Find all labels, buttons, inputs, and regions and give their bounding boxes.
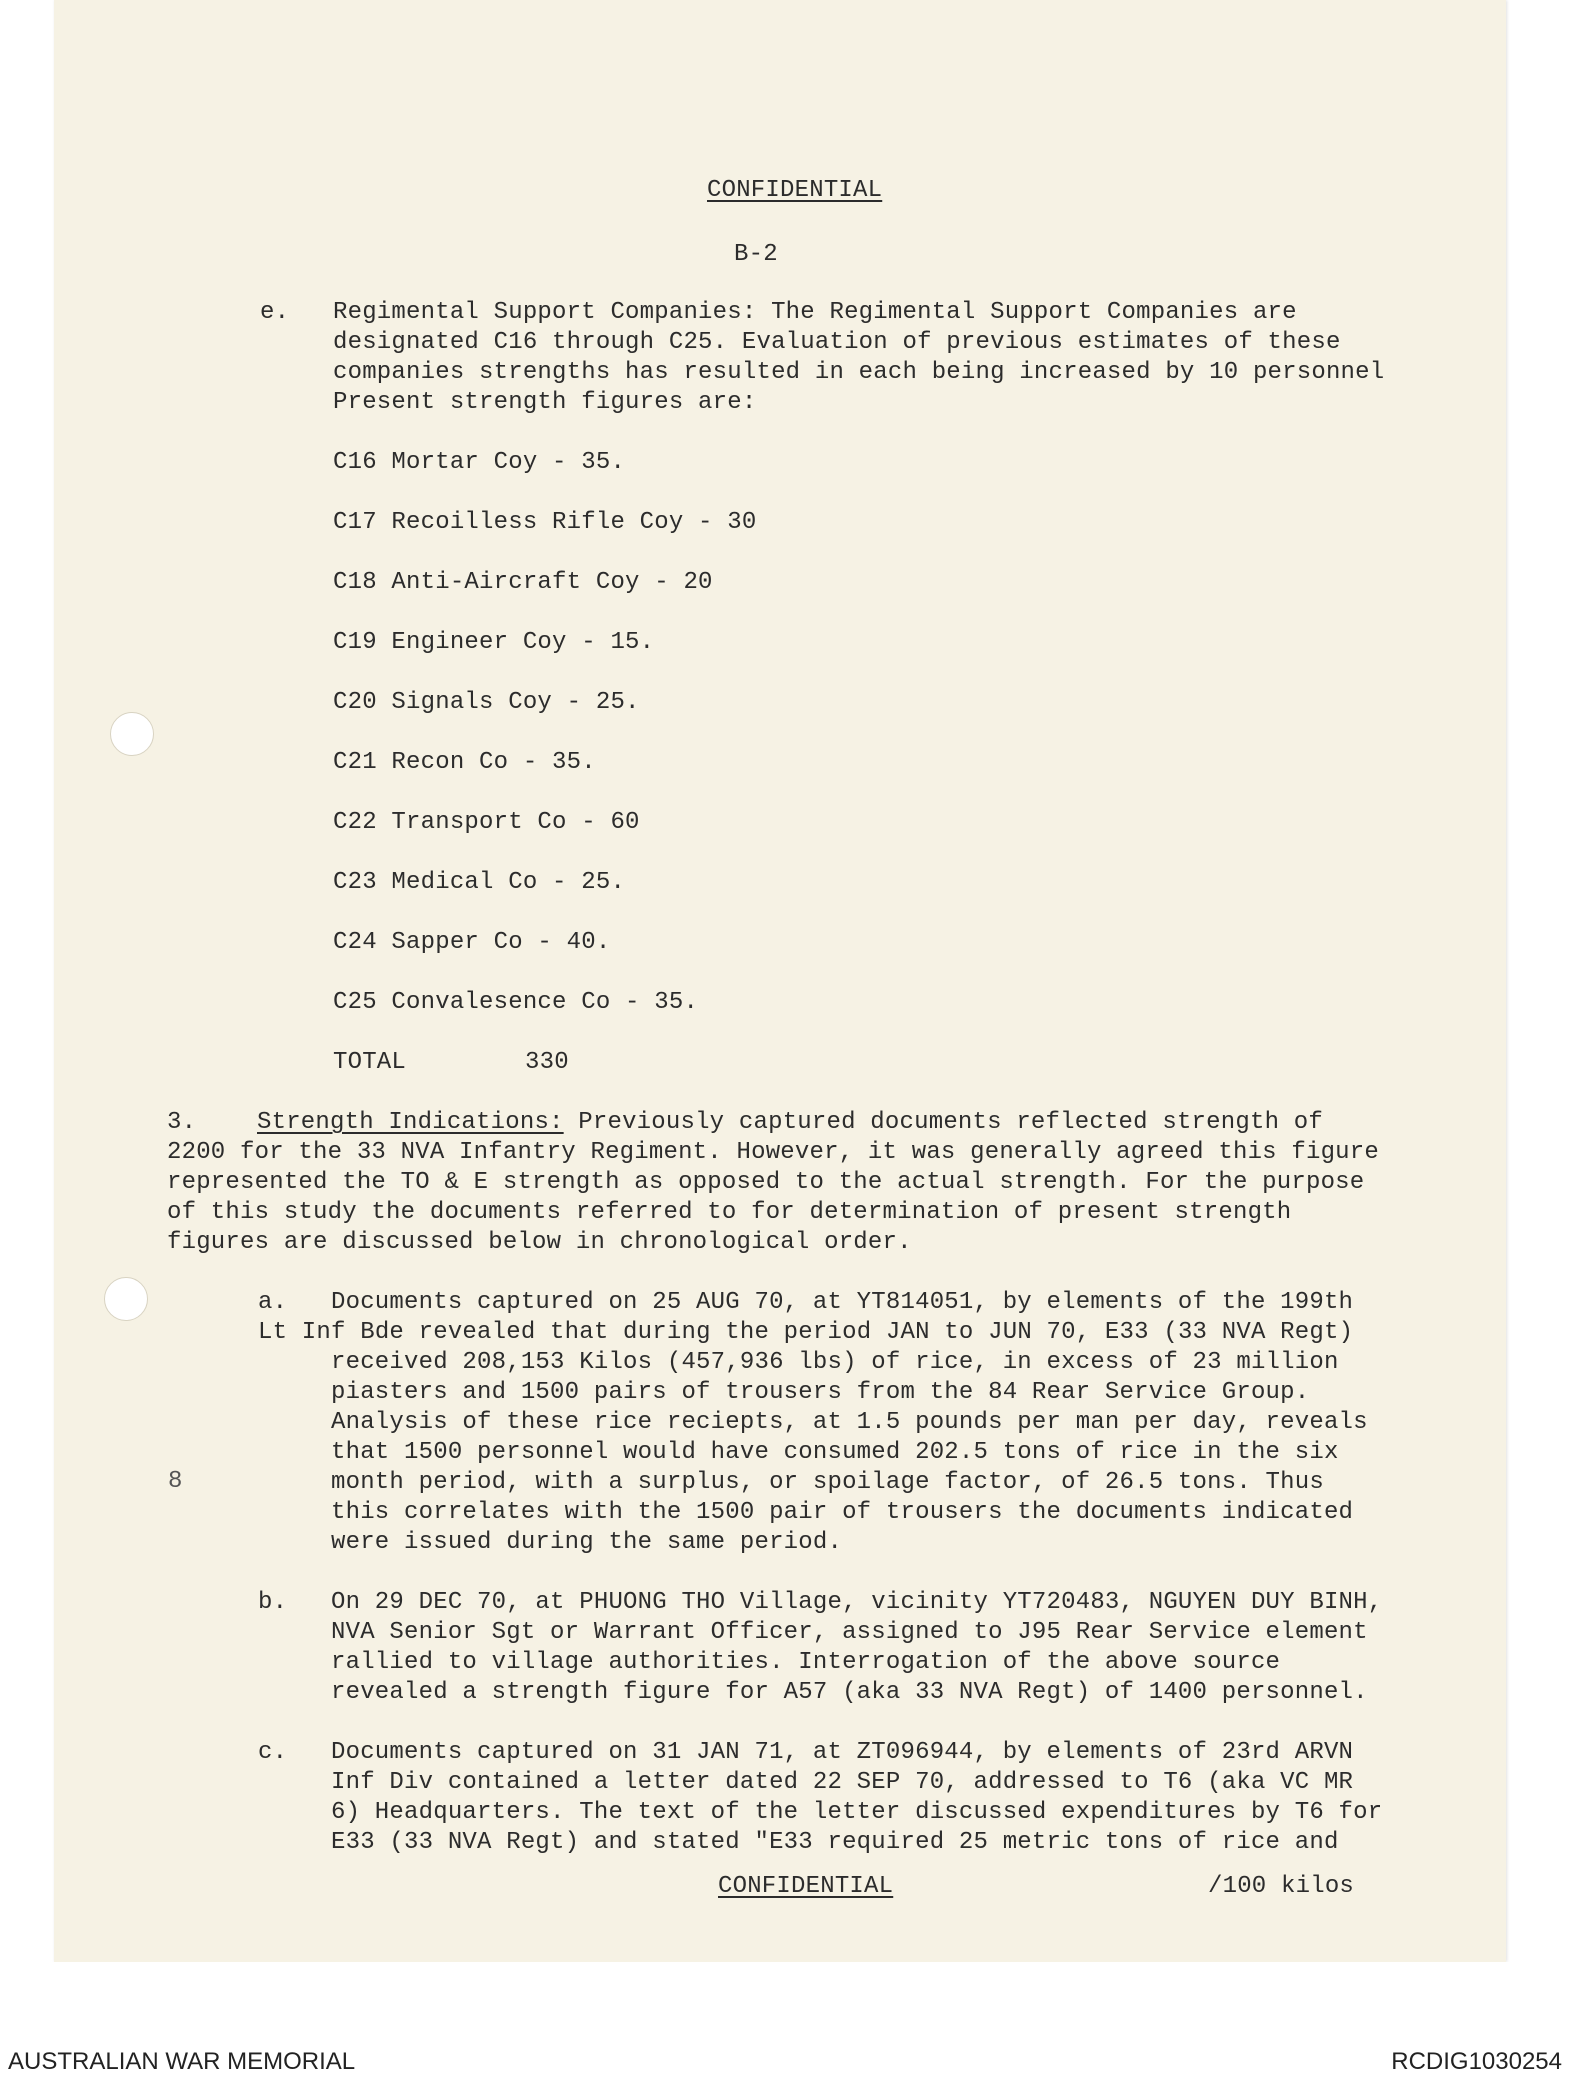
para-a-line: were issued during the same period. xyxy=(331,1529,843,1556)
para-3-first-line xyxy=(257,1108,1323,1138)
para-3-number: 3. xyxy=(167,1109,197,1136)
para-c-label: c. xyxy=(258,1739,288,1766)
para-3-line: 2200 for the 33 NVA Infantry Regiment. However, it was generally agreed this figure xyxy=(167,1139,1379,1166)
company-strength-item: C23 Medical Co - 25. xyxy=(333,869,626,896)
para-a-label: a. xyxy=(258,1289,288,1316)
company-strength-item: C16 Mortar Coy - 35. xyxy=(333,449,626,476)
para-a-line: Analysis of these rice reciepts, at 1.5 pounds per man per day, reveals xyxy=(331,1409,1368,1436)
company-strength-item: C25 Convalesence Co - 35. xyxy=(333,989,699,1016)
para-e-line: designated C16 through C25. Evaluation of previous estimates of these xyxy=(333,329,1341,356)
para-c-line: E33 (33 NVA Regt) and stated "E33 required 25 metric tons of rice and xyxy=(331,1829,1339,1856)
company-strength-item: C19 Engineer Coy - 15. xyxy=(333,629,655,656)
para-e-label: e. xyxy=(260,299,290,326)
company-strength-item: C22 Transport Co - 60 xyxy=(333,809,640,836)
para-3-line: represented the TO & E strength as opposed to the actual strength. For the purpose xyxy=(167,1169,1365,1196)
header-classification: CONFIDENTIAL xyxy=(707,177,883,204)
total-value: 330 xyxy=(525,1049,569,1076)
para-a-line: received 208,153 Kilos (457,936 lbs) of rice, in excess of 23 million xyxy=(331,1349,1339,1376)
para-a-line: month period, with a surplus, or spoilage factor, of 26.5 tons. Thus xyxy=(331,1469,1324,1496)
para-c-line: Inf Div contained a letter dated 22 SEP 70, addressed to T6 (aka VC MR xyxy=(331,1769,1354,1796)
para-3-heading: Strength Indications: xyxy=(257,1109,564,1136)
para-a-line: that 1500 personnel would have consumed 202.5 tons of rice in the six xyxy=(331,1439,1339,1466)
para-b-line: revealed a strength figure for A57 (aka 33 NVA Regt) of 1400 personnel. xyxy=(331,1679,1368,1706)
company-strength-item: C24 Sapper Co - 40. xyxy=(333,929,611,956)
margin-note: 8 xyxy=(168,1468,183,1495)
para-3-line: figures are discussed below in chronological order. xyxy=(167,1229,912,1256)
para-a-line: Lt Inf Bde revealed that during the period JAN to JUN 70, E33 (33 NVA Regt) xyxy=(258,1319,1354,1346)
para-a-line: this correlates with the 1500 pair of trousers the documents indicated xyxy=(331,1499,1354,1526)
company-strength-item: C20 Signals Coy - 25. xyxy=(333,689,640,716)
archive-name: AUSTRALIAN WAR MEMORIAL xyxy=(8,2048,356,2075)
archive-reference: RCDIG1030254 xyxy=(1391,2048,1562,2075)
company-strength-item: C21 Recon Co - 35. xyxy=(333,749,596,776)
company-strength-item: C18 Anti-Aircraft Coy - 20 xyxy=(333,569,713,596)
footer-classification: CONFIDENTIAL xyxy=(718,1873,894,1900)
para-b-line: rallied to village authorities. Interrogation of the above source xyxy=(331,1649,1281,1676)
page-reference: B-2 xyxy=(734,241,778,268)
para-e-line: Regimental Support Companies: The Regimental Support Companies are xyxy=(333,299,1297,326)
para-a-line: Documents captured on 25 AUG 70, at YT814051, by elements of the 199th xyxy=(331,1289,1354,1316)
para-e-line: Present strength figures are: xyxy=(333,389,757,416)
company-strength-item: C17 Recoilless Rifle Coy - 30 xyxy=(333,509,757,536)
para-b-line: On 29 DEC 70, at PHUONG THO Village, vicinity YT720483, NGUYEN DUY BINH, xyxy=(331,1589,1383,1616)
punch-hole xyxy=(110,712,154,756)
total-label: TOTAL xyxy=(333,1049,407,1076)
para-e-line: companies strengths has resulted in each being increased by 10 personnel xyxy=(333,359,1385,386)
para-c-line: 6) Headquarters. The text of the letter discussed expenditures by T6 for xyxy=(331,1799,1383,1826)
para-c-line: Documents captured on 31 JAN 71, at ZT096944, by elements of 23rd ARVN xyxy=(331,1739,1354,1766)
para-b-label: b. xyxy=(258,1589,288,1616)
punch-hole xyxy=(104,1277,148,1321)
para-a-line: piasters and 1500 pairs of trousers from the 84 Rear Service Group. xyxy=(331,1379,1310,1406)
footer-continuation: /100 kilos xyxy=(1208,1873,1355,1900)
para-3-first-line-text: Previously captured documents reflected strength of xyxy=(563,1109,1323,1136)
para-b-line: NVA Senior Sgt or Warrant Officer, assigned to J95 Rear Service element xyxy=(331,1619,1368,1646)
para-3-line: of this study the documents referred to for determination of present strength xyxy=(167,1199,1292,1226)
